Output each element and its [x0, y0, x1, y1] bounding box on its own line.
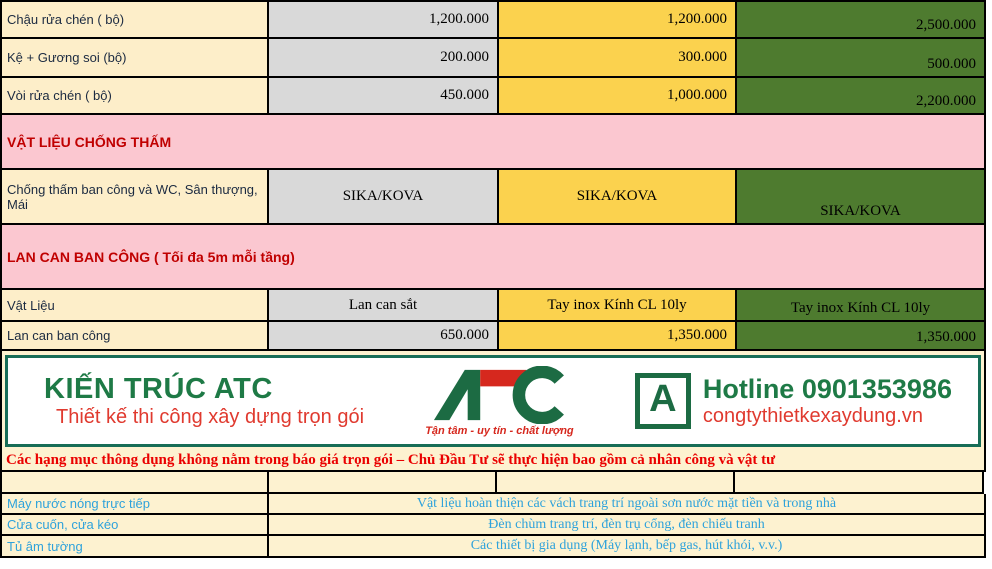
- premium-value-cell[interactable]: Tay inox Kính CL 10ly: [737, 290, 986, 322]
- basic-price-cell[interactable]: 200.000: [269, 39, 499, 78]
- table-row: [2, 2, 986, 39]
- section-title-waterproof[interactable]: VẬT LIỆU CHỐNG THẤM: [2, 115, 986, 170]
- footer-table: [0, 451, 986, 558]
- empty-cell[interactable]: [735, 472, 984, 494]
- footer-row: [2, 515, 986, 536]
- footer-item-cell[interactable]: Máy nước nóng trực tiếp: [2, 494, 269, 515]
- footer-content-cell[interactable]: Các thiết bị gia dụng (Máy lạnh, bếp gas, hút khói, v.v.): [269, 536, 986, 558]
- banner-band: [0, 351, 986, 451]
- basic-price-cell[interactable]: 650.000: [269, 322, 499, 351]
- standard-price-cell[interactable]: 1,200.000: [499, 2, 737, 39]
- basic-price-cell[interactable]: 450.000: [269, 78, 499, 115]
- item-name-cell[interactable]: Vật Liệu: [2, 290, 269, 322]
- premium-price-cell[interactable]: 2,500.000: [737, 2, 986, 39]
- company-tagline: Tận tâm - uy tín - chất lượng: [425, 424, 574, 437]
- section-header-row: [2, 115, 986, 170]
- standard-price-cell[interactable]: 1,000.000: [499, 78, 737, 115]
- table-row: [2, 322, 986, 351]
- empty-cell[interactable]: [269, 472, 497, 494]
- standard-value-cell[interactable]: SIKA/KOVA: [499, 170, 737, 225]
- section-title-railing[interactable]: LAN CAN BAN CÔNG ( Tối đa 5m mỗi tầng): [2, 225, 986, 290]
- empty-row: [2, 472, 986, 494]
- hotline-number: Hotline 0901353986: [702, 374, 952, 405]
- item-name-cell[interactable]: Chậu rửa chén ( bộ): [2, 2, 269, 39]
- table-row: [2, 78, 986, 115]
- banner-left: [44, 373, 364, 429]
- banner-right: [635, 373, 952, 429]
- company-website: congtythietkexaydung.vn: [702, 404, 923, 427]
- table-row: [2, 39, 986, 78]
- company-name: KIẾN TRÚC ATC: [44, 372, 273, 405]
- footer-content-cell[interactable]: Vật liệu hoàn thiện các vách trang trí ngoài sơn nước mặt tiền và trong nhà: [269, 494, 986, 515]
- table-row: [2, 290, 986, 322]
- footer-row: [2, 536, 986, 558]
- item-name-cell[interactable]: Chống thấm ban công và WC, Sân thượng, Mái: [2, 170, 269, 225]
- table-row: [2, 170, 986, 225]
- standard-price-cell[interactable]: 300.000: [499, 39, 737, 78]
- section-header-row: [2, 225, 986, 290]
- premium-value-cell[interactable]: SIKA/KOVA: [737, 170, 986, 225]
- item-name-cell[interactable]: Kệ + Gương soi (bộ): [2, 39, 269, 78]
- premium-price-cell[interactable]: 1,350.000: [737, 322, 986, 351]
- empty-cell[interactable]: [2, 472, 269, 494]
- basic-value-cell[interactable]: Lan can sắt: [269, 290, 499, 322]
- premium-price-cell[interactable]: 500.000: [737, 39, 986, 78]
- banner-contact: [703, 375, 952, 427]
- footer-content-cell[interactable]: Đèn chùm trang trí, đèn trụ cổng, đèn chiếu tranh: [269, 515, 986, 536]
- badge-letter: A: [649, 378, 677, 420]
- footer-item-cell[interactable]: Tủ âm tường: [2, 536, 269, 558]
- empty-cell[interactable]: [497, 472, 735, 494]
- standard-price-cell[interactable]: 1,350.000: [499, 322, 737, 351]
- exclusion-note[interactable]: Các hạng mục thông dụng không nằm trong báo giá trọn gói – Chủ Đầu Tư sẽ thực hiện bao gồm cả nhân công và vật tư: [2, 451, 986, 472]
- standard-value-cell[interactable]: Tay inox Kính CL 10ly: [499, 290, 737, 322]
- atc-badge-icon: [635, 373, 691, 429]
- banner-logo-block: [425, 366, 573, 437]
- atc-logo-icon: [432, 366, 567, 424]
- company-slogan: Thiết kế thi công xây dựng trọn gói: [56, 406, 365, 429]
- item-name-cell[interactable]: Lan can ban công: [2, 322, 269, 351]
- company-banner: [5, 355, 981, 447]
- footer-item-cell[interactable]: Cửa cuốn, cửa kéo: [2, 515, 269, 536]
- premium-price-cell[interactable]: 2,200.000: [737, 78, 986, 115]
- basic-price-cell[interactable]: 1,200.000: [269, 2, 499, 39]
- basic-value-cell[interactable]: SIKA/KOVA: [269, 170, 499, 225]
- item-name-cell[interactable]: Vòi rửa chén ( bộ): [2, 78, 269, 115]
- footer-row: [2, 494, 986, 515]
- note-row: [2, 451, 986, 472]
